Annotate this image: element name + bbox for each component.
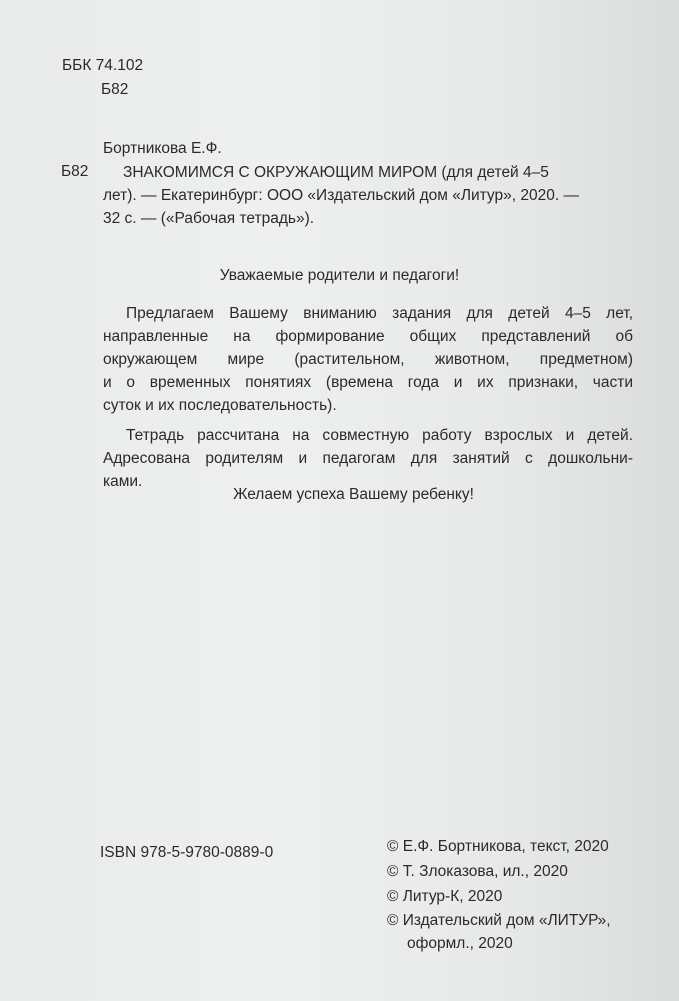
paragraph-line: Тетрадь рассчитана на совместную работу взрослых и детей. xyxy=(126,427,633,444)
audience-paragraph xyxy=(103,424,633,493)
copyright-line: © Т. Злоказова, ил., 2020 xyxy=(387,863,568,880)
author-sign-top: Б82 xyxy=(101,81,129,98)
closing-wish: Желаем успеха Вашему ребенку! xyxy=(233,486,474,503)
isbn-number: ISBN 978-5-9780-0889-0 xyxy=(100,844,274,861)
paragraph-line: и о временных понятиях (времена года и их признаки, части xyxy=(103,374,633,391)
copyright-line: © Издательский дом «ЛИТУР», xyxy=(387,912,611,929)
bbk-classification: ББК 74.102 xyxy=(62,57,144,74)
paragraph-line: окружающем мире (растительном, животном, предметном) xyxy=(103,351,633,368)
greeting-heading: Уважаемые родители и педагоги! xyxy=(219,267,460,284)
copyright-line: © Литур-К, 2020 xyxy=(387,888,503,905)
copyright-line: оформл., 2020 xyxy=(407,935,513,952)
author-sign: Б82 xyxy=(61,163,89,180)
bib-line-3: 32 с. — («Рабочая тетрадь»). xyxy=(103,210,315,227)
paragraph-line: Предлагаем Вашему вниманию задания для детей 4–5 лет, xyxy=(126,305,633,322)
intro-paragraph xyxy=(103,302,633,417)
bib-line-1: ЗНАКОМИМСЯ С ОКРУЖАЮЩИМ МИРОМ (для детей 4–5 xyxy=(123,164,549,181)
paragraph-line: направленные на формирование общих представлений об xyxy=(103,328,633,345)
bibliographic-record xyxy=(103,161,633,230)
bib-line-2: лет). — Екатеринбург: ООО «Издательский дом «Литур», 2020. — xyxy=(103,187,579,204)
author-name: Бортникова Е.Ф. xyxy=(103,140,222,157)
copyright-line: © Е.Ф. Бортникова, текст, 2020 xyxy=(387,838,609,855)
paragraph-line: Адресована родителям и педагогам для занятий с дошкольни- xyxy=(103,450,633,467)
paragraph-line: ками. xyxy=(103,473,143,490)
paragraph-line: суток и их последовательность). xyxy=(103,397,337,414)
